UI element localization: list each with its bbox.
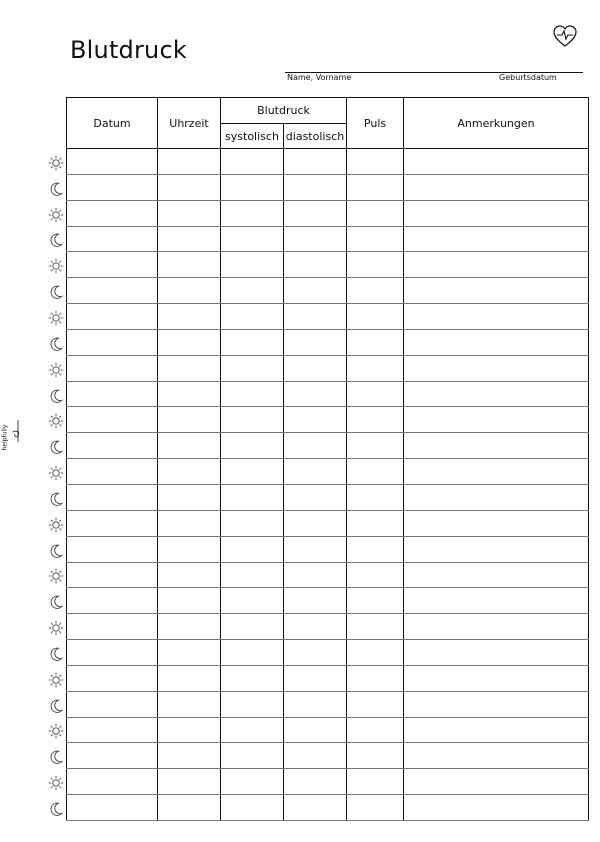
table-row (67, 433, 589, 459)
cell-date[interactable] (67, 149, 158, 175)
cell-diastolic[interactable] (284, 795, 347, 821)
cell-date[interactable] (67, 433, 158, 459)
cell-date[interactable] (67, 510, 158, 536)
col-bp-header: Blutdruck (221, 98, 347, 124)
cell-time[interactable] (158, 588, 221, 614)
cell-time[interactable] (158, 510, 221, 536)
cell-date[interactable] (67, 252, 158, 278)
sun-icon (44, 305, 68, 331)
cell-notes[interactable] (404, 252, 589, 278)
cell-time[interactable] (158, 691, 221, 717)
cell-diastolic[interactable] (284, 562, 347, 588)
table-row (67, 795, 589, 821)
cell-time[interactable] (158, 459, 221, 485)
cell-pulse[interactable] (347, 717, 404, 743)
row-icons (44, 150, 68, 822)
table-row (67, 743, 589, 769)
sun-icon (44, 408, 68, 434)
table-row (67, 407, 589, 433)
cell-systolic[interactable] (221, 381, 284, 407)
cell-time[interactable] (158, 407, 221, 433)
cell-date[interactable] (67, 665, 158, 691)
cell-notes[interactable] (404, 304, 589, 330)
sun-icon (44, 202, 68, 228)
cell-time[interactable] (158, 355, 221, 381)
cell-systolic[interactable] (221, 536, 284, 562)
cell-systolic[interactable] (221, 355, 284, 381)
cell-notes[interactable] (404, 433, 589, 459)
cell-systolic[interactable] (221, 433, 284, 459)
cell-notes[interactable] (404, 640, 589, 666)
cell-pulse[interactable] (347, 200, 404, 226)
moon-icon (44, 228, 68, 254)
cell-time[interactable] (158, 614, 221, 640)
cell-diastolic[interactable] (284, 510, 347, 536)
sun-icon (44, 770, 68, 796)
cell-diastolic[interactable] (284, 252, 347, 278)
cell-diastolic[interactable] (284, 174, 347, 200)
cell-date[interactable] (67, 226, 158, 252)
cell-notes[interactable] (404, 717, 589, 743)
cell-systolic[interactable] (221, 407, 284, 433)
cell-date[interactable] (67, 743, 158, 769)
cell-date[interactable] (67, 588, 158, 614)
table-row (67, 588, 589, 614)
moon-icon (44, 589, 68, 615)
cell-time[interactable] (158, 743, 221, 769)
blood-pressure-table (66, 97, 589, 821)
cell-pulse[interactable] (347, 665, 404, 691)
cell-notes[interactable] (404, 562, 589, 588)
cell-notes[interactable] (404, 743, 589, 769)
cell-systolic[interactable] (221, 459, 284, 485)
cell-notes[interactable] (404, 795, 589, 821)
cell-systolic[interactable] (221, 795, 284, 821)
cell-pulse[interactable] (347, 304, 404, 330)
cell-notes[interactable] (404, 174, 589, 200)
table-body (67, 149, 589, 821)
cell-pulse[interactable] (347, 226, 404, 252)
cell-time[interactable] (158, 795, 221, 821)
cell-time[interactable] (158, 329, 221, 355)
moon-icon (44, 176, 68, 202)
cell-pulse[interactable] (347, 407, 404, 433)
cell-diastolic[interactable] (284, 200, 347, 226)
cell-pulse[interactable] (347, 691, 404, 717)
table-row (67, 484, 589, 510)
cell-date[interactable] (67, 355, 158, 381)
cell-systolic[interactable] (221, 510, 284, 536)
cell-date[interactable] (67, 795, 158, 821)
moon-icon (44, 434, 68, 460)
heart-pulse-icon (552, 24, 578, 48)
col-systolic-header: systolisch (221, 124, 284, 149)
cell-time[interactable] (158, 381, 221, 407)
cell-pulse[interactable] (347, 433, 404, 459)
moon-icon (44, 486, 68, 512)
sun-icon (44, 150, 68, 176)
cell-notes[interactable] (404, 665, 589, 691)
table-row (67, 174, 589, 200)
table-row (67, 640, 589, 666)
cell-diastolic[interactable] (284, 588, 347, 614)
cell-diastolic[interactable] (284, 665, 347, 691)
cell-diastolic[interactable] (284, 614, 347, 640)
cell-notes[interactable] (404, 691, 589, 717)
cell-date[interactable] (67, 614, 158, 640)
cell-pulse[interactable] (347, 510, 404, 536)
cell-diastolic[interactable] (284, 355, 347, 381)
cell-pulse[interactable] (347, 588, 404, 614)
cell-time[interactable] (158, 252, 221, 278)
sun-icon (44, 357, 68, 383)
cell-systolic[interactable] (221, 640, 284, 666)
cell-time[interactable] (158, 536, 221, 562)
cell-diastolic[interactable] (284, 743, 347, 769)
sun-icon (44, 719, 68, 745)
name-label: Name, Vorname (287, 73, 352, 82)
cell-systolic[interactable] (221, 174, 284, 200)
cell-systolic[interactable] (221, 484, 284, 510)
cell-notes[interactable] (404, 459, 589, 485)
cell-systolic[interactable] (221, 304, 284, 330)
cell-time[interactable] (158, 640, 221, 666)
cell-pulse[interactable] (347, 769, 404, 795)
birthdate-label: Geburtsdatum (499, 73, 557, 82)
cell-date[interactable] (67, 717, 158, 743)
cell-time[interactable] (158, 174, 221, 200)
cell-notes[interactable] (404, 536, 589, 562)
cell-notes[interactable] (404, 278, 589, 304)
cell-diastolic[interactable] (284, 407, 347, 433)
cell-date[interactable] (67, 640, 158, 666)
cell-diastolic[interactable] (284, 640, 347, 666)
table-row (67, 614, 589, 640)
cell-pulse[interactable] (347, 536, 404, 562)
cell-date[interactable] (67, 484, 158, 510)
cell-notes[interactable] (404, 226, 589, 252)
cell-date[interactable] (67, 691, 158, 717)
cell-diastolic[interactable] (284, 433, 347, 459)
cell-time[interactable] (158, 304, 221, 330)
cell-date[interactable] (67, 536, 158, 562)
col-date-header: Datum (67, 98, 158, 149)
cell-time[interactable] (158, 717, 221, 743)
cell-pulse[interactable] (347, 640, 404, 666)
sun-icon (44, 615, 68, 641)
table-row (67, 278, 589, 304)
cell-date[interactable] (67, 304, 158, 330)
col-notes-header: Anmerkungen (404, 98, 589, 149)
cell-notes[interactable] (404, 769, 589, 795)
cell-diastolic[interactable] (284, 304, 347, 330)
table-row (67, 200, 589, 226)
cell-notes[interactable] (404, 329, 589, 355)
cell-diastolic[interactable] (284, 484, 347, 510)
table-row (67, 252, 589, 278)
cell-notes[interactable] (404, 484, 589, 510)
cell-diastolic[interactable] (284, 691, 347, 717)
cell-systolic[interactable] (221, 329, 284, 355)
cell-notes[interactable] (404, 200, 589, 226)
cell-date[interactable] (67, 200, 158, 226)
cell-pulse[interactable] (347, 355, 404, 381)
cell-diastolic[interactable] (284, 536, 347, 562)
cell-time[interactable] (158, 433, 221, 459)
cell-systolic[interactable] (221, 278, 284, 304)
cell-pulse[interactable] (347, 329, 404, 355)
sun-icon (44, 512, 68, 538)
cell-notes[interactable] (404, 149, 589, 175)
cell-date[interactable] (67, 174, 158, 200)
cell-systolic[interactable] (221, 769, 284, 795)
cell-notes[interactable] (404, 407, 589, 433)
cell-systolic[interactable] (221, 252, 284, 278)
table-row (67, 562, 589, 588)
cell-systolic[interactable] (221, 665, 284, 691)
table-row (67, 149, 589, 175)
cell-date[interactable] (67, 562, 158, 588)
sun-icon (44, 564, 68, 590)
table-row (67, 536, 589, 562)
cell-notes[interactable] (404, 355, 589, 381)
cell-diastolic[interactable] (284, 459, 347, 485)
cell-time[interactable] (158, 226, 221, 252)
col-time-header: Uhrzeit (158, 98, 221, 149)
cell-pulse[interactable] (347, 614, 404, 640)
sun-icon (44, 667, 68, 693)
moon-icon (44, 641, 68, 667)
cell-pulse[interactable] (347, 743, 404, 769)
table-row (67, 355, 589, 381)
table-row (67, 510, 589, 536)
table-row (67, 769, 589, 795)
col-pulse-header: Puls (347, 98, 404, 149)
table-row (67, 329, 589, 355)
moon-icon (44, 383, 68, 409)
cell-diastolic[interactable] (284, 381, 347, 407)
table-row (67, 226, 589, 252)
cell-notes[interactable] (404, 510, 589, 536)
page-title: Blutdruck (70, 36, 187, 64)
moon-icon (44, 538, 68, 564)
brand-text: helpfully (1, 424, 9, 451)
cell-time[interactable] (158, 484, 221, 510)
cell-pulse[interactable] (347, 562, 404, 588)
cell-systolic[interactable] (221, 562, 284, 588)
cell-notes[interactable] (404, 588, 589, 614)
moon-icon (44, 279, 68, 305)
cell-pulse[interactable] (347, 381, 404, 407)
sun-icon (44, 460, 68, 486)
cell-pulse[interactable] (347, 174, 404, 200)
cell-pulse[interactable] (347, 149, 404, 175)
cell-diastolic[interactable] (284, 717, 347, 743)
cell-diastolic[interactable] (284, 149, 347, 175)
table-row (67, 304, 589, 330)
brand-logo (4, 420, 34, 480)
cell-systolic[interactable] (221, 614, 284, 640)
cell-systolic[interactable] (221, 743, 284, 769)
cell-date[interactable] (67, 278, 158, 304)
cell-notes[interactable] (404, 381, 589, 407)
cell-time[interactable] (158, 200, 221, 226)
cell-diastolic[interactable] (284, 329, 347, 355)
cell-systolic[interactable] (221, 200, 284, 226)
table-row (67, 459, 589, 485)
cell-diastolic[interactable] (284, 769, 347, 795)
cell-systolic[interactable] (221, 588, 284, 614)
moon-icon (44, 796, 68, 822)
cell-date[interactable] (67, 329, 158, 355)
cell-time[interactable] (158, 665, 221, 691)
cell-diastolic[interactable] (284, 226, 347, 252)
moon-icon (44, 331, 68, 357)
cell-diastolic[interactable] (284, 278, 347, 304)
cell-systolic[interactable] (221, 717, 284, 743)
table-row (67, 665, 589, 691)
cell-time[interactable] (158, 149, 221, 175)
sun-icon (44, 253, 68, 279)
moon-icon (44, 744, 68, 770)
cell-pulse[interactable] (347, 795, 404, 821)
table-row (67, 381, 589, 407)
cell-date[interactable] (67, 459, 158, 485)
cell-time[interactable] (158, 769, 221, 795)
cell-systolic[interactable] (221, 691, 284, 717)
table-row (67, 717, 589, 743)
cell-date[interactable] (67, 769, 158, 795)
cell-time[interactable] (158, 562, 221, 588)
cell-time[interactable] (158, 278, 221, 304)
cell-pulse[interactable] (347, 278, 404, 304)
cell-pulse[interactable] (347, 459, 404, 485)
table-row (67, 691, 589, 717)
cell-systolic[interactable] (221, 226, 284, 252)
col-diastolic-header: diastolisch (284, 124, 347, 149)
cell-systolic[interactable] (221, 149, 284, 175)
cell-notes[interactable] (404, 614, 589, 640)
cell-pulse[interactable] (347, 484, 404, 510)
moon-icon (44, 693, 68, 719)
cell-date[interactable] (67, 381, 158, 407)
cell-pulse[interactable] (347, 252, 404, 278)
cell-date[interactable] (67, 407, 158, 433)
